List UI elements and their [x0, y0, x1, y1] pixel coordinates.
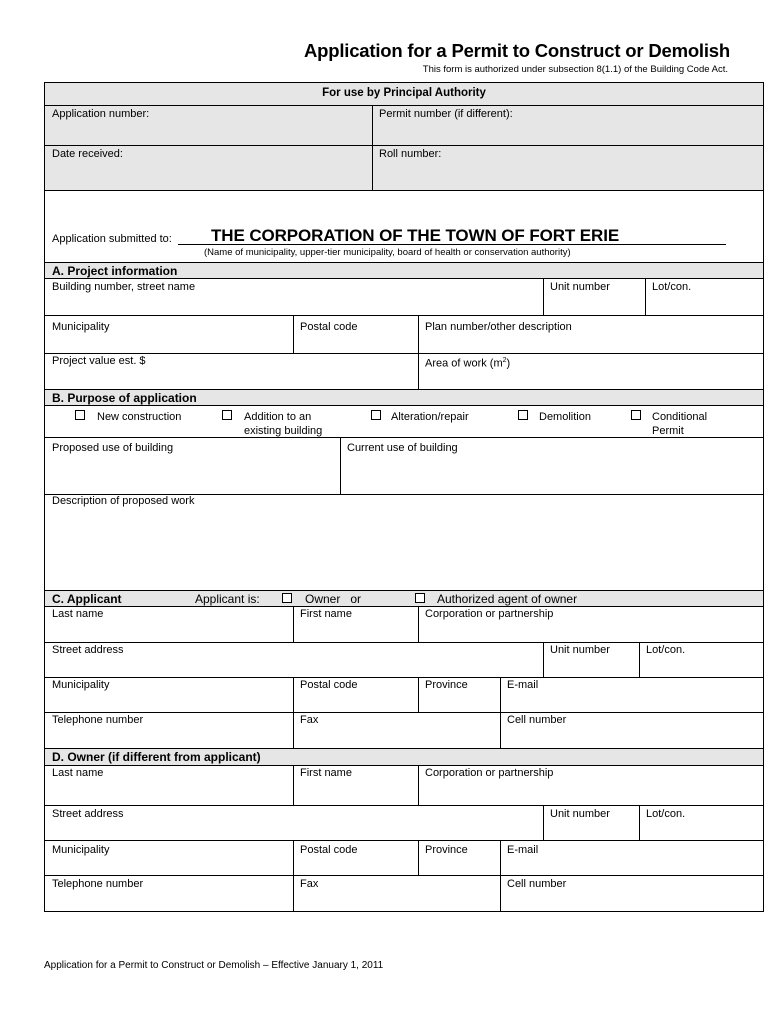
owner-checkbox[interactable]: [282, 593, 292, 603]
demolition-label: Demolition: [539, 411, 591, 423]
area-close-paren: ): [506, 357, 511, 370]
authority-heading-row: [45, 83, 763, 105]
conditional-label-line-2: Permit: [652, 425, 684, 437]
owner-street-field[interactable]: [45, 806, 543, 840]
applicant-province-field[interactable]: [419, 678, 500, 712]
owner-last-name-field[interactable]: [45, 766, 293, 805]
new-construction-checkbox[interactable]: [75, 410, 85, 420]
applicant-postal-label: Postal code: [300, 679, 358, 691]
alteration-checkbox[interactable]: [371, 410, 381, 420]
section-a-row-1: [45, 278, 763, 315]
authority-heading: For use by Principal Authority: [322, 87, 486, 99]
owner-telephone-label: Telephone number: [52, 878, 144, 890]
plan-number-field[interactable]: [419, 316, 763, 353]
submitted-to-note: (Name of municipality, upper-tier municipality, board of health or conservation authority): [204, 247, 571, 258]
applicant-postal-field[interactable]: [294, 678, 418, 712]
owner-row-3: [45, 840, 763, 875]
owner-lot-label: Lot/con.: [646, 808, 686, 820]
owner-unit-label: Unit number: [550, 808, 610, 820]
section-b-heading-row: [45, 389, 763, 405]
owner-cell-field[interactable]: [501, 876, 763, 912]
current-use-field[interactable]: [341, 438, 763, 494]
owner-province-field[interactable]: [419, 841, 500, 875]
applicant-email-label: E-mail: [507, 679, 539, 691]
form-authority-note: This form is authorized under subsection 8(1.1) of the Building Code Act.: [422, 64, 728, 75]
lot-con-label: Lot/con.: [652, 281, 692, 293]
permit-number-label: Permit number (if different):: [379, 108, 513, 120]
applicant-province-label: Province: [425, 679, 468, 691]
owner-label: Owner or: [305, 592, 362, 606]
roll-number-field[interactable]: [373, 146, 763, 190]
owner-first-name-field[interactable]: [294, 766, 418, 805]
roll-number-label: Roll number:: [379, 148, 442, 160]
owner-province-label: Province: [425, 844, 468, 856]
section-b-heading: B. Purpose of application: [52, 391, 197, 405]
applicant-row-3: [45, 677, 763, 712]
project-value-label: Project value est. $: [52, 355, 146, 367]
owner-fax-label: Fax: [300, 878, 319, 890]
proposed-use-field[interactable]: [45, 438, 340, 494]
owner-municipality-label: Municipality: [52, 844, 110, 856]
building-number-field[interactable]: [45, 279, 543, 315]
addition-label-line-2: existing building: [244, 425, 323, 437]
postal-code-field[interactable]: [294, 316, 418, 353]
owner-unit-field[interactable]: [544, 806, 639, 840]
applicant-municipality-label: Municipality: [52, 679, 110, 691]
current-use-label: Current use of building: [347, 442, 458, 454]
area-of-work-text: Area of work (m: [425, 357, 503, 370]
building-number-label: Building number, street name: [52, 281, 196, 293]
applicant-row-2: [45, 642, 763, 677]
applicant-row-1: [45, 606, 763, 642]
addition-label: Addition to an: [244, 411, 312, 423]
form-title: Application for a Permit to Construct or Demolish: [303, 40, 730, 61]
application-number-field[interactable]: [45, 106, 372, 145]
submitted-to-value[interactable]: THE CORPORATION OF THE TOWN OF FORT ERIE: [211, 226, 620, 245]
municipality-field[interactable]: [45, 316, 293, 353]
applicant-unit-label: Unit number: [550, 644, 610, 656]
applicant-lot-field[interactable]: [640, 643, 763, 677]
applicant-cell-label: Cell number: [507, 714, 567, 726]
owner-first-name-label: First name: [300, 767, 352, 779]
section-a-row-2: [45, 315, 763, 353]
owner-corporation-field[interactable]: [419, 766, 763, 805]
owner-email-label: E-mail: [507, 844, 539, 856]
owner-email-field[interactable]: [501, 841, 763, 875]
applicant-first-name-field[interactable]: [294, 607, 418, 642]
new-construction-label: New construction: [97, 411, 182, 423]
permit-number-field[interactable]: [373, 106, 763, 145]
owner-telephone-field[interactable]: [45, 876, 293, 912]
applicant-telephone-field[interactable]: [45, 713, 293, 748]
agent-label: Authorized agent of owner: [437, 592, 578, 606]
section-c-heading: C. Applicant: [52, 592, 122, 606]
owner-street-label: Street address: [52, 808, 124, 820]
area-of-work-field[interactable]: [419, 354, 763, 389]
plan-number-label: Plan number/other description: [425, 321, 572, 333]
section-d-heading-row: [45, 748, 763, 765]
demolition-checkbox[interactable]: [518, 410, 528, 420]
area-superscript: 2: [502, 357, 507, 364]
date-received-field[interactable]: [45, 146, 372, 190]
applicant-email-field[interactable]: [501, 678, 763, 712]
applicant-unit-field[interactable]: [544, 643, 639, 677]
project-value-field[interactable]: [45, 354, 418, 389]
owner-lot-field[interactable]: [640, 806, 763, 840]
applicant-corporation-label: Corporation or partnership: [425, 608, 554, 620]
section-a-heading-row: [45, 262, 763, 278]
owner-corporation-label: Corporation or partnership: [425, 767, 554, 779]
date-received-label: Date received:: [52, 148, 123, 160]
owner-last-name-label: Last name: [52, 767, 104, 779]
purpose-options-row: [45, 405, 763, 437]
applicant-telephone-label: Telephone number: [52, 714, 144, 726]
applicant-is-label: Applicant is:: [195, 592, 260, 606]
description-label: Description of proposed work: [52, 495, 195, 507]
unit-number-label: Unit number: [550, 281, 610, 293]
proposed-use-label: Proposed use of building: [52, 442, 174, 454]
applicant-fax-field[interactable]: [294, 713, 500, 748]
applicant-cell-field[interactable]: [501, 713, 763, 748]
applicant-first-name-label: First name: [300, 608, 352, 620]
footer-text: Application for a Permit to Construct or Demolish – Effective January 1, 2011: [44, 960, 384, 971]
owner-fax-field[interactable]: [294, 876, 500, 912]
section-a-row-3: [45, 353, 763, 389]
authority-row-1: [45, 105, 763, 145]
applicant-corporation-field[interactable]: [419, 607, 763, 642]
owner-postal-field[interactable]: [294, 841, 418, 875]
use-of-building-row: [45, 437, 763, 494]
lot-con-field[interactable]: [646, 279, 763, 315]
municipality-label: Municipality: [52, 321, 110, 333]
owner-cell-label: Cell number: [507, 878, 567, 890]
section-d-heading: D. Owner (if different from applicant): [52, 750, 261, 764]
submitted-to-label: Application submitted to:: [52, 233, 172, 245]
alteration-label: Alteration/repair: [391, 411, 469, 423]
section-a-heading: A. Project information: [52, 264, 178, 278]
description-row[interactable]: [45, 494, 763, 590]
owner-row-2: [45, 805, 763, 840]
addition-checkbox[interactable]: [222, 410, 232, 420]
owner-municipality-field[interactable]: [45, 841, 293, 875]
owner-postal-label: Postal code: [300, 844, 358, 856]
unit-number-field[interactable]: [544, 279, 645, 315]
section-c-heading-row: [45, 590, 763, 606]
application-number-label: Application number:: [52, 108, 150, 120]
authority-row-2: [45, 145, 763, 190]
permit-form: [44, 82, 764, 912]
applicant-street-field[interactable]: [45, 643, 543, 677]
conditional-permit-checkbox[interactable]: [631, 410, 641, 420]
owner-row-4: [45, 875, 763, 912]
owner-row-1: [45, 765, 763, 805]
submitted-to-row: [45, 190, 763, 262]
agent-checkbox[interactable]: [415, 593, 425, 603]
conditional-label: Conditional: [652, 411, 708, 423]
applicant-fax-label: Fax: [300, 714, 319, 726]
applicant-street-label: Street address: [52, 644, 124, 656]
applicant-row-4: [45, 712, 763, 748]
applicant-lot-label: Lot/con.: [646, 644, 686, 656]
applicant-last-name-label: Last name: [52, 608, 104, 620]
postal-code-label: Postal code: [300, 321, 358, 333]
applicant-municipality-field[interactable]: [45, 678, 293, 712]
applicant-last-name-field[interactable]: [45, 607, 293, 642]
